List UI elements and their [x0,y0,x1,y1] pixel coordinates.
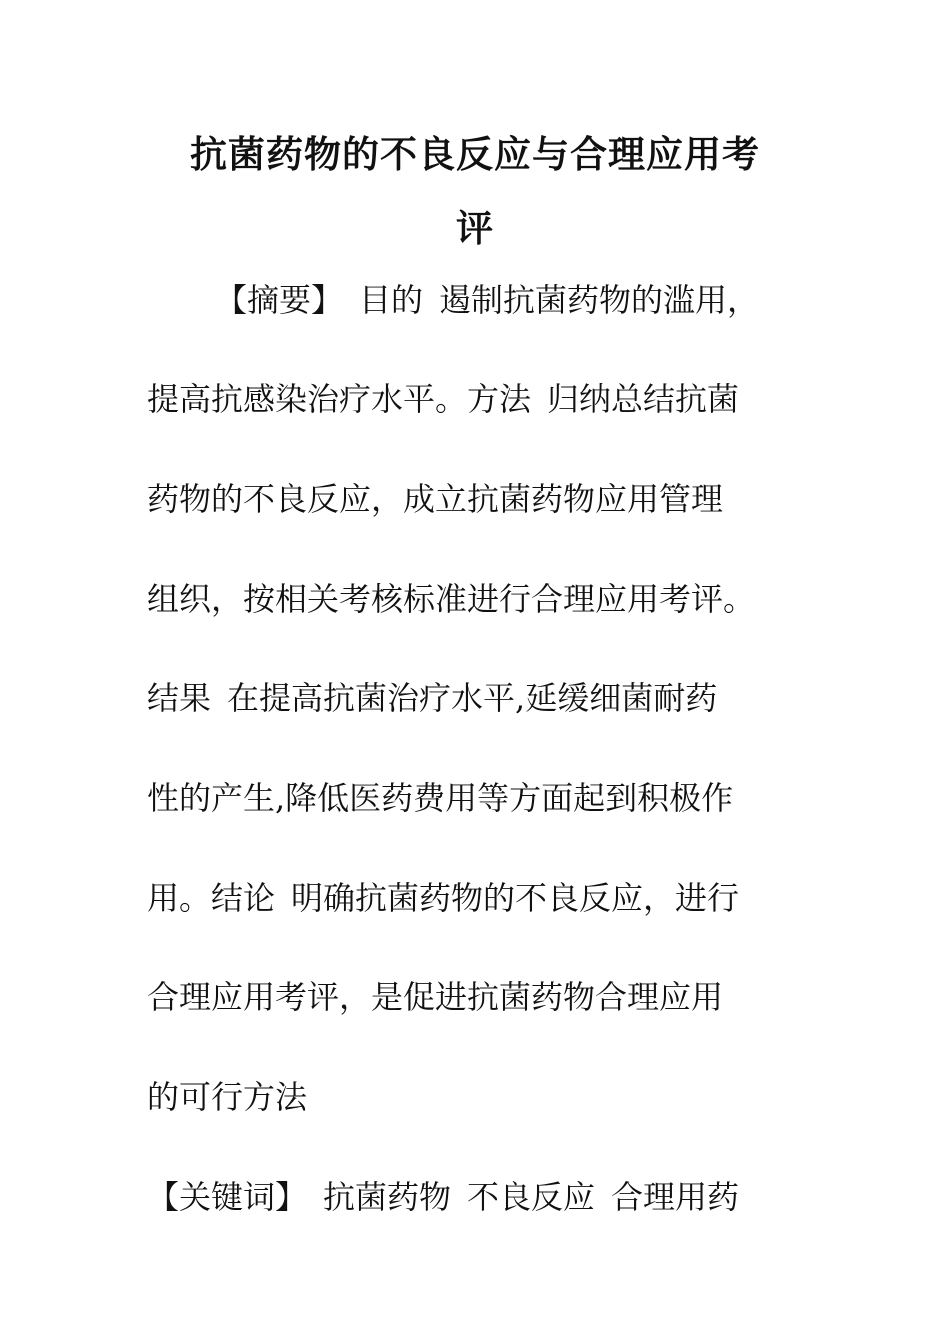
document-title-continued [140,206,810,250]
abstract-line-7 [147,881,739,915]
keywords-label: 【关键词】 [147,1178,308,1216]
results-text: 在提高抗菌治疗水平,延缓细菌耐药 [227,679,718,717]
keywords-line [147,1180,739,1214]
purpose-text: 遏制抗菌药物的滥用， [439,281,760,319]
abstract-line-9 [147,1080,307,1114]
abstract-line-1 [215,283,759,317]
keyword-item: 合理用药 [611,1178,740,1216]
abstract-text: 性的产生,降低医药费用等方面起到积极作 [147,779,734,817]
abstract-line-6 [147,781,733,815]
abstract-line-4 [147,582,755,616]
conclusion-text: 明确抗菌药物的不良反应，进行 [291,879,740,917]
keyword-item: 不良反应 [467,1178,596,1216]
abstract-text: 组织，按相关考核标准进行合理应用考评。 [147,580,756,618]
methods-text-b: 归纳总结抗菌 [547,380,740,418]
abstract-line-8 [147,980,723,1014]
abstract-text: 合理应用考评，是促进抗菌药物合理应用 [147,978,724,1016]
abstract-text: 药物的不良反应，成立抗菌药物应用管理 [147,480,724,518]
title-line-1: 抗菌药物的不良反应与合理应用考 [190,132,760,176]
conclusion-label: 用。结论 [147,879,276,917]
abstract-label: 【摘要】 [215,281,344,319]
methods-text: 提高抗感染治疗水平。方法 [147,380,532,418]
results-label: 结果 [147,679,212,717]
abstract-text: 的可行方法 [147,1078,308,1116]
purpose-label: 目的 [359,281,424,319]
abstract-line-3 [147,482,723,516]
abstract-line-5 [147,681,717,715]
abstract-line-2 [147,382,739,416]
title-line-2: 评 [456,206,494,250]
document-title [140,132,810,176]
keyword-item: 抗菌药物 [323,1178,452,1216]
